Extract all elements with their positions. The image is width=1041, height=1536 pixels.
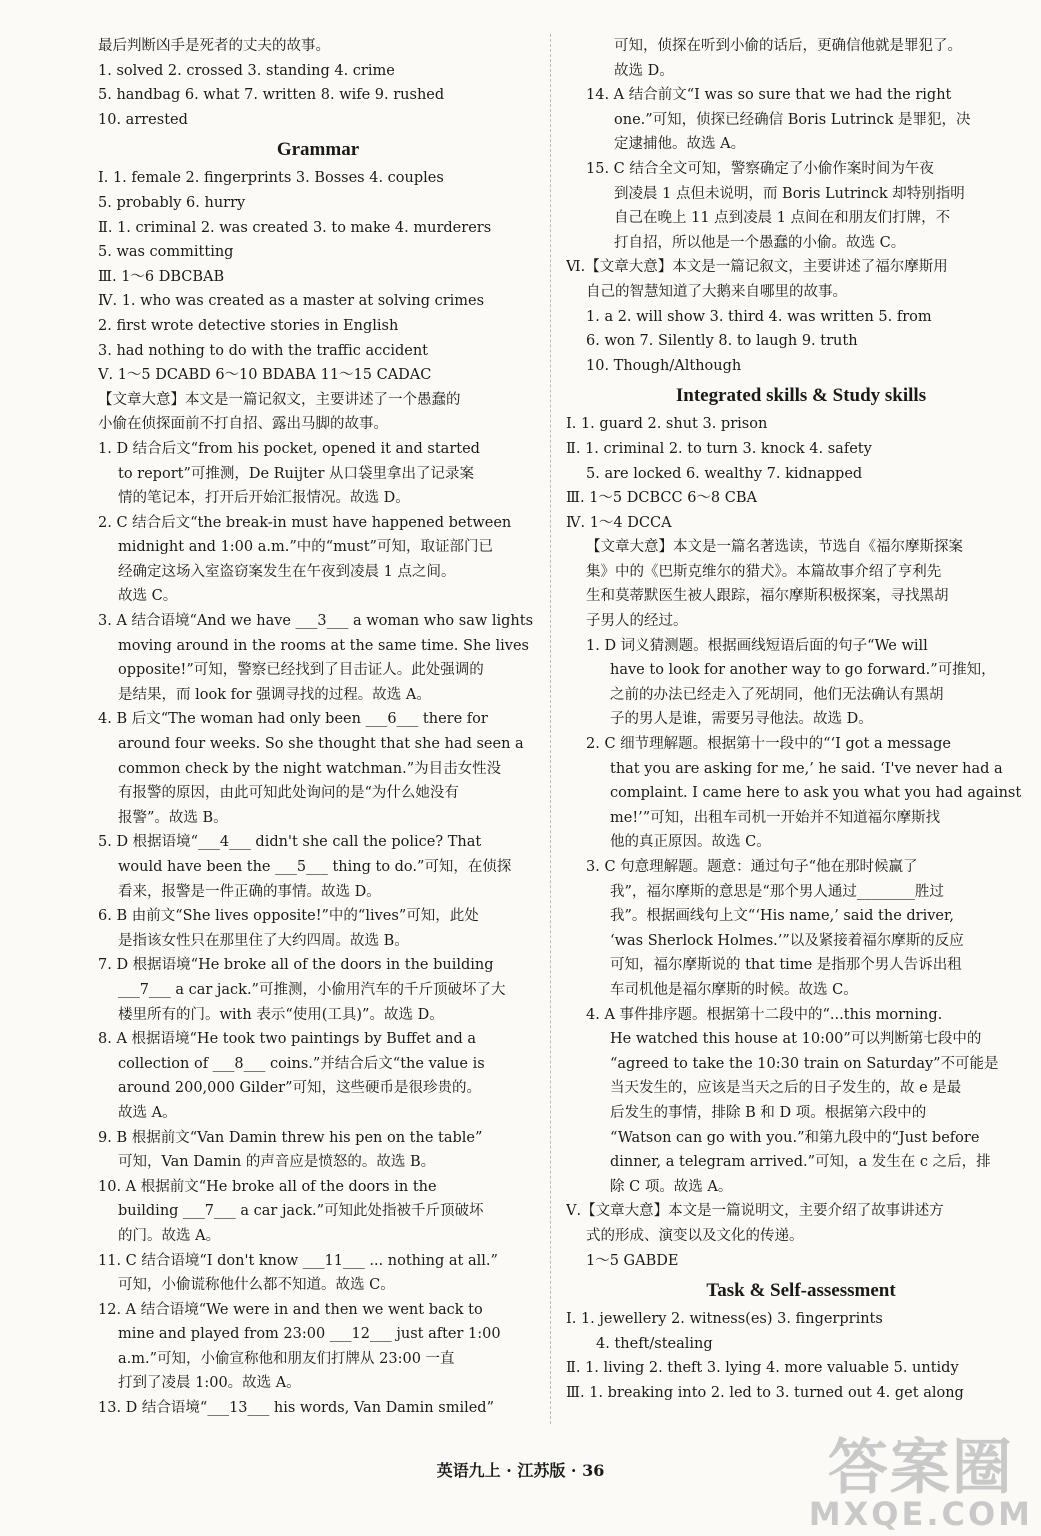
text-line: 故选 C。 <box>118 588 178 605</box>
text-line: 子男人的经过。 <box>586 613 688 630</box>
text-line: 5. handbag 6. what 7. written 8. wife 9. rushed <box>98 87 445 104</box>
text-line: to report”可推测，De Ruijter 从口袋里拿出了记录案 <box>118 465 475 482</box>
text-line: Ⅰ. 1. guard 2. shut 3. prison <box>566 416 768 433</box>
text-line: around four weeks. So she thought that she had seen a <box>118 736 524 753</box>
text-line: Ⅱ. 1. criminal 2. to turn 3. knock 4. safety <box>566 440 872 457</box>
text-line: would have been the ___5___ thing to do.”可知，在侦探 <box>118 859 512 875</box>
watermark-bottom: MXQE.COM <box>808 1495 1033 1533</box>
page-footer: 英语九上 · 江苏版 · 36 <box>436 1461 605 1480</box>
text-line: 我”。根据画线句上文“‘His name,’ said the driver, <box>610 908 954 925</box>
section-heading: Grammar <box>276 139 360 161</box>
text-line: 5. D 根据语境“___4___ didn't she call the police? That <box>98 834 482 851</box>
text-line: 车司机他是福尔摩斯的时候。故选 C。 <box>610 981 858 998</box>
text-line: 5. was committing <box>98 244 234 261</box>
text-line: complaint. I came here to ask you what you had against <box>610 785 1022 802</box>
left-column <box>98 34 538 1421</box>
right-column <box>566 34 1036 1405</box>
text-line: 我”，福尔摩斯的意思是“那个男人通过________胜过 <box>610 883 944 900</box>
text-line: 可知，Van Damin 的声音应是愤怒的。故选 B。 <box>118 1154 436 1171</box>
text-line: 3. had nothing to do with the traffic accident <box>98 342 429 359</box>
text-line: 6. won 7. Silently 8. to laugh 9. truth <box>586 333 858 350</box>
text-line: 10. arrested <box>98 111 188 128</box>
text-line: 1. D 词义猜测题。根据画线短语后面的句子“We will <box>586 637 928 654</box>
text-line: 小偷在侦探面前不打自招、露出马脚的故事。 <box>98 416 388 433</box>
text-line: 是指该女性只在那里住了大约四周。故选 B。 <box>118 932 409 949</box>
text-line: 7. D 根据语境“He broke all of the doors in the building <box>98 957 494 974</box>
text-line: 13. D 结合语境“___13___ his words, Van Damin smiled” <box>98 1400 494 1417</box>
text-line: 可知，福尔摩斯说的 that time 是指那个男人告诉出租 <box>610 957 962 974</box>
text-line: 3. A 结合语境“And we have ___3___ a woman who saw lights <box>98 613 534 630</box>
text-line: around 200,000 Gilder”可知，这些硬币是很珍贵的。 <box>118 1080 482 1097</box>
text-line: 经确定这场入室盗窃案发生在午夜到凌晨 1 点之间。 <box>118 563 456 580</box>
text-line: 1. D 结合后文“from his pocket, opened it and started <box>98 440 480 457</box>
text-line: 14. A 结合前文“I was so sure that we had the right <box>586 87 952 104</box>
text-line: me!’”可知，出租车司机一开始并不知道福尔摩斯找 <box>610 809 941 826</box>
text-line: 楼里所有的门。with 表示“使用(工具)”。故选 D。 <box>118 1006 444 1023</box>
text-line: 自己的智慧知道了大鹅来自哪里的故事。 <box>586 283 847 300</box>
text-line: 3. C 句意理解题。题意：通过句子“他在那时候赢了 <box>586 859 918 875</box>
text-line: a.m.”可知，小偷宣称他和朋友们打牌从 23:00 一直 <box>118 1350 455 1367</box>
text-line: 1. a 2. will show 3. third 4. was written 5. from <box>586 308 932 325</box>
text-line: Ⅲ. 1～5 DCBCC 6～8 CBA <box>566 490 757 507</box>
text-line: dinner, a telegram arrived.”可知，a 发生在 c 之后，排 <box>610 1154 991 1171</box>
text-line: Ⅳ. 1. who was created as a master at solving crimes <box>98 293 485 310</box>
text-line: moving around in the rooms at the same time. She lives <box>118 637 529 654</box>
text-line: 可知，侦探在听到小偷的话后，更确信他就是罪犯了。 <box>614 38 962 54</box>
text-line: 打到了凌晨 1:00。故选 A。 <box>118 1375 301 1392</box>
text-line: 4. B 后文“The woman had only been ___6___ there for <box>98 711 488 728</box>
text-line: 之前的办法已经走入了死胡同，他们无法确认有黑胡 <box>610 686 944 703</box>
text-line: 10. Though/Although <box>586 357 742 374</box>
text-line: one.”可知，侦探已经确信 Boris Lutrinck 是罪犯，决 <box>614 111 971 128</box>
text-line: 5. are locked 6. wealthy 7. kidnapped <box>586 465 863 482</box>
text-line: 10. A 根据前文“He broke all of the doors in the <box>98 1178 437 1195</box>
text-line: 4. A 事件排序题。根据第十二段中的“...this morning. <box>586 1006 943 1023</box>
text-line: 11. C 结合语境“I don't know ___11___ ... nothing at all.” <box>98 1252 498 1269</box>
section-heading: Integrated skills & Study skills <box>675 385 927 407</box>
text-line: 式的形成、演变以及文化的传递。 <box>586 1227 804 1244</box>
text-line: 4. theft/stealing <box>596 1335 713 1352</box>
text-line: that you are asking for me,’ he said. ‘I've never had a <box>610 760 1003 777</box>
text-line: Ⅴ. 1～5 DCABD 6～10 BDABA 11～15 CADAC <box>98 367 432 384</box>
text-line: “agreed to take the 10:30 train on Saturday”不可能是 <box>610 1055 999 1072</box>
text-line: 是结果，而 look for 强调寻找的过程。故选 A。 <box>118 686 431 703</box>
text-line: 2. first wrote detective stories in English <box>98 317 399 334</box>
text-line: 最后判断凶手是死者的丈夫的故事。 <box>98 38 330 54</box>
text-line: 自己在晚上 11 点到凌晨 1 点间在和朋友们打牌，不 <box>614 210 951 227</box>
text-line: 15. C 结合全文可知，警察确定了小偷作案时间为午夜 <box>586 160 934 177</box>
text-line: ___7___ a car jack.”可推测，小偷用汽车的千斤顶破坏了大 <box>118 981 506 998</box>
text-line: 到凌晨 1 点但未说明，而 Boris Lutrinck 却特别指明 <box>614 185 965 202</box>
text-line: Ⅳ. 1～4 DCCA <box>566 514 672 531</box>
text-line: 的门。故选 A。 <box>118 1227 221 1244</box>
text-line: 生和莫蒂默医生被人跟踪，福尔摩斯积极探案，寻找黑胡 <box>586 588 949 605</box>
text-line: 1. solved 2. crossed 3. standing 4. crime <box>98 62 395 79</box>
text-line: Ⅲ. 1. breaking into 2. led to 3. turned out 4. get along <box>566 1384 964 1401</box>
text-line: 8. A 根据语境“He took two paintings by Buffet and a <box>98 1031 476 1048</box>
text-line: 故选 A。 <box>118 1104 177 1121</box>
text-line: 【文章大意】本文是一篇记叙文，主要讲述了一个愚蠢的 <box>98 391 461 408</box>
text-line: 2. C 结合后文“the break-in must have happened between <box>98 514 512 531</box>
text-line: 后发生的事情，排除 B 和 D 项。根据第六段中的 <box>610 1104 927 1121</box>
text-line: 【文章大意】本文是一篇名著选读，节选自《福尔摩斯探案 <box>586 539 963 556</box>
text-line: 故选 D。 <box>614 62 674 79</box>
text-line: mine and played from 23:00 ___12___ just after 1:00 <box>118 1326 501 1343</box>
text-line: Ⅰ. 1. female 2. fingerprints 3. Bosses 4. couples <box>98 170 444 187</box>
text-line: 集》中的《巴斯克维尔的猎犬》。本篇故事介绍了亨利先 <box>586 563 942 580</box>
text-line: “Watson can go with you.”和第九段中的“Just before <box>610 1129 980 1146</box>
watermark-logo <box>808 1433 1033 1533</box>
text-line: 子的男人是谁，需要另寻他法。故选 D。 <box>610 711 873 728</box>
text-line: opposite!”可知，警察已经找到了目击证人。此处强调的 <box>118 662 484 679</box>
text-line: 可知，小偷谎称他什么都不知道。故选 C。 <box>118 1277 395 1294</box>
text-line: 除 C 项。故选 A。 <box>610 1178 733 1195</box>
column-divider <box>550 34 551 1424</box>
section-heading: Task & Self-assessment <box>706 1280 896 1302</box>
text-line: common check by the night watchman.”为目击女性没 <box>118 760 502 777</box>
text-line: Ⅲ. 1～6 DBCBAB <box>98 268 225 285</box>
text-line: 6. B 由前文“She lives opposite!”中的“lives”可知，此处 <box>98 908 479 925</box>
text-line: 情的笔记本，打开后开始汇报情况。故选 D。 <box>118 490 410 507</box>
watermark-top: 答案圈 <box>827 1433 1014 1503</box>
text-line: Ⅰ. 1. jewellery 2. witness(es) 3. fingerprints <box>566 1311 883 1328</box>
text-line: 2. C 细节理解题。根据第十一段中的“‘I got a message <box>586 736 951 753</box>
text-line: 1～5 GABDE <box>586 1252 679 1269</box>
text-line: 定逮捕他。故选 A。 <box>614 136 746 153</box>
text-line: 12. A 结合语境“We were in and then we went back to <box>98 1301 483 1318</box>
text-line: 有报警的原因，由此可知此处询问的是“为什么她没有 <box>118 785 459 802</box>
text-line: 报警”。故选 B。 <box>118 809 228 826</box>
text-line: Ⅱ. 1. criminal 2. was created 3. to make 4. murderers <box>98 219 492 236</box>
text-line: 打自招，所以他是一个愚蠢的小偷。故选 C。 <box>614 234 906 251</box>
text-line: Ⅴ.【文章大意】本文是一篇说明文，主要介绍了故事讲述方 <box>566 1203 944 1220</box>
text-line: 9. B 根据前文“Van Damin threw his pen on the table” <box>98 1129 483 1146</box>
text-line: ‘was Sherlock Holmes.’”以及紧接着福尔摩斯的反应 <box>610 932 964 949</box>
text-line: 5. probably 6. hurry <box>98 194 246 211</box>
text-line: have to look for another way to go forward.”可推知， <box>610 662 996 679</box>
text-line: Ⅵ.【文章大意】本文是一篇记叙文，主要讲述了福尔摩斯用 <box>566 259 948 276</box>
text-line: He watched this house at 10:00”可以判断第七段中的 <box>610 1031 982 1048</box>
text-line: 看来，报警是一件正确的事情。故选 D。 <box>118 883 381 900</box>
text-line: building ___7___ a car jack.”可知此处指被千斤顶破坏 <box>118 1203 484 1220</box>
text-line: Ⅱ. 1. living 2. theft 3. lying 4. more valuable 5. untidy <box>566 1360 959 1377</box>
text-line: 他的真正原因。故选 C。 <box>610 834 771 851</box>
text-line: collection of ___8___ coins.”并结合后文“the value is <box>118 1055 485 1072</box>
text-line: 当天发生的，应该是当天之后的日子发生的，故 e 是最 <box>610 1080 962 1097</box>
text-line: midnight and 1:00 a.m.”中的“must”可知，取证部门已 <box>118 539 493 556</box>
